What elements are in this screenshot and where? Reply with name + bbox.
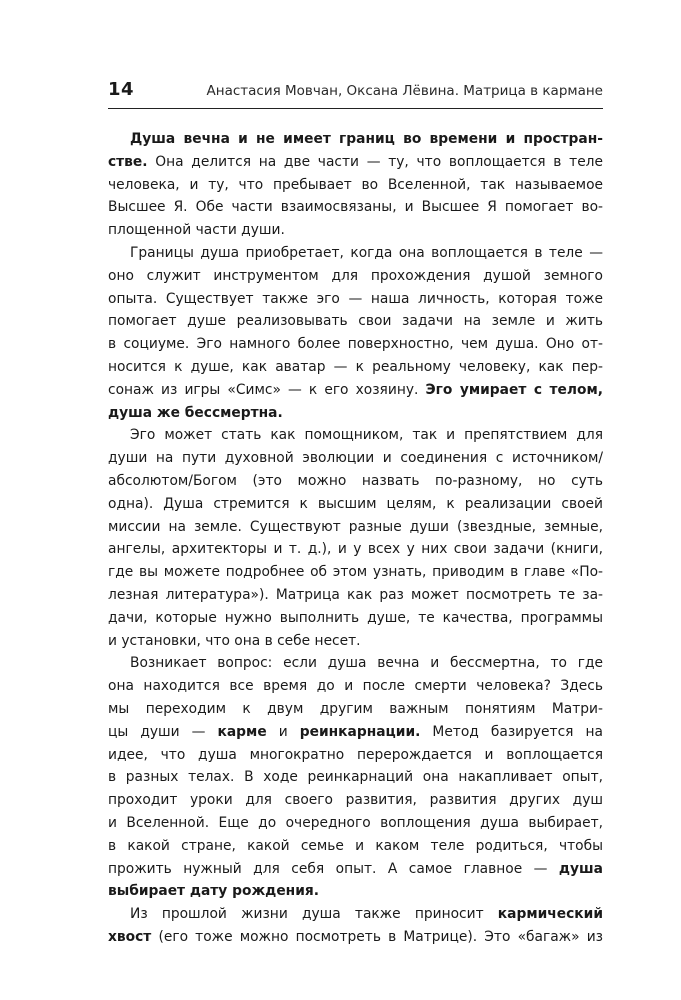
page-number: 14 (108, 79, 135, 100)
text-line (108, 538, 603, 561)
text-span: в разных телах. В ходе реинкарнаций она накапливает опыт, (108, 769, 603, 786)
text-line (108, 766, 603, 789)
text-line (108, 698, 603, 721)
text-span: опыта. Существует также эго — наша личность, которая тоже (108, 290, 603, 307)
text-line (108, 516, 603, 539)
text-span: (его тоже можно посмотреть в Матрице). Это «багаж» из (151, 928, 603, 945)
bold-text: выбирает дату рождения. (108, 883, 319, 900)
text-line (108, 128, 603, 151)
bold-text: карме (217, 723, 267, 740)
text-span: площенной части души. (108, 222, 285, 239)
text-line (108, 744, 603, 767)
bold-text: Душа вечна и не имеет границ во времени и простран- (130, 131, 603, 147)
text-line (108, 652, 603, 675)
text-span: ангелы, архитекторы и т. д.), и у всех у них свои задачи (книги, (108, 541, 603, 558)
text-span: души на пути духовной эволюции и соединения с источником/ (108, 450, 603, 467)
text-line (108, 789, 603, 812)
text-span: мы переходим к двум другим важным понятиям Матри- (108, 700, 603, 717)
bold-text: душа же бессмертна. (108, 404, 283, 421)
text-line (108, 858, 603, 881)
text-span: Границы душа приобретает, когда она воплощается в теле — (130, 244, 603, 261)
text-line (108, 584, 603, 607)
text-line (108, 630, 603, 653)
text-line (108, 903, 603, 926)
text-line (108, 607, 603, 630)
text-span: идее, что душа многократно перерождается и воплощается (108, 746, 603, 763)
text-span: Возникает вопрос: если душа вечна и бессмертна, то где (130, 655, 603, 672)
body-text (108, 128, 603, 949)
text-line (108, 219, 603, 242)
text-line (108, 926, 603, 949)
text-span: и Вселенной. Еще до очередного воплощения душа выбирает, (108, 814, 603, 831)
text-line (108, 835, 603, 858)
text-line (108, 675, 603, 698)
text-line (108, 812, 603, 835)
text-span: абсолютом/Богом (это можно назвать по-разному, но суть (108, 472, 603, 489)
text-span: сонаж из игры «Симс» — к его хозяину. (108, 381, 426, 398)
text-span: помогает душе реализовывать свои задачи на земле и жить (108, 313, 603, 330)
text-span: оно служит инструментом для прохождения душой земного (108, 267, 603, 284)
bold-text: стве. (108, 153, 148, 170)
text-span: и установки, что она в себе несет. (108, 632, 361, 649)
text-span: носится к душе, как аватар — к реальному человеку, как пер- (108, 358, 603, 375)
text-line (108, 470, 603, 493)
text-span: одна). Душа стремится к высшим целям, к реализации своей (108, 495, 603, 512)
text-span: Высшее Я. Обе части взаимосвязаны, и Высшее Я помогает во- (108, 199, 603, 216)
text-line (108, 151, 603, 174)
header-rule (108, 108, 603, 109)
text-line (108, 880, 603, 903)
bold-text: душа (558, 860, 603, 877)
text-span: человека, и ту, что пребывает во Вселенной, так называемое (108, 176, 603, 193)
bold-text: реинкарнации. (299, 723, 421, 740)
text-line (108, 561, 603, 584)
text-line (108, 379, 603, 402)
bold-text: хвост (108, 928, 152, 945)
text-line (108, 310, 603, 333)
text-span: в социуме. Эго намного более поверхностно, чем душа. Оно от- (108, 336, 603, 353)
text-span: она находится все время до и после смерти человека? Здесь (108, 678, 603, 695)
text-span: цы души — (108, 723, 218, 740)
text-line (108, 493, 603, 516)
text-line (108, 196, 603, 219)
text-line (108, 174, 603, 197)
text-line (108, 424, 603, 447)
text-line (108, 288, 603, 311)
text-span: дачи, которые нужно выполнить душе, те качества, программы (108, 609, 603, 626)
text-span: Она делится на две части — ту, что воплощается в теле (147, 153, 603, 170)
text-span: прожить нужный для себя опыт. А самое главное — (108, 860, 559, 877)
text-span: Метод базируется на (420, 723, 603, 740)
text-span: и (266, 723, 300, 740)
text-span: лезная литература»). Матрица как раз может посмотреть те за- (108, 586, 603, 603)
text-line (108, 333, 603, 356)
text-span: Эго может стать как помощником, так и препятствием для (130, 427, 603, 444)
bold-text: Эго умирает с телом, (425, 381, 603, 398)
running-title: Анастасия Мовчан, Оксана Лёвина. Матрица в кармане (206, 83, 603, 99)
text-line (108, 402, 603, 425)
text-span: в какой стране, какой семье и каком теле родиться, чтобы (108, 837, 603, 854)
text-line (108, 356, 603, 379)
text-span: проходит уроки для своего развития, развития других душ (108, 792, 603, 809)
text-line (108, 265, 603, 288)
bold-text: кармический (497, 906, 603, 923)
text-line (108, 242, 603, 265)
page-header (108, 79, 603, 105)
text-span: миссии на земле. Существуют разные души (звездные, земные, (108, 518, 603, 535)
text-line (108, 721, 603, 744)
text-line (108, 447, 603, 470)
text-span: где вы можете подробнее об этом узнать, приводим в главе «По- (108, 564, 603, 581)
text-span: Из прошлой жизни душа также приносит (130, 906, 498, 923)
